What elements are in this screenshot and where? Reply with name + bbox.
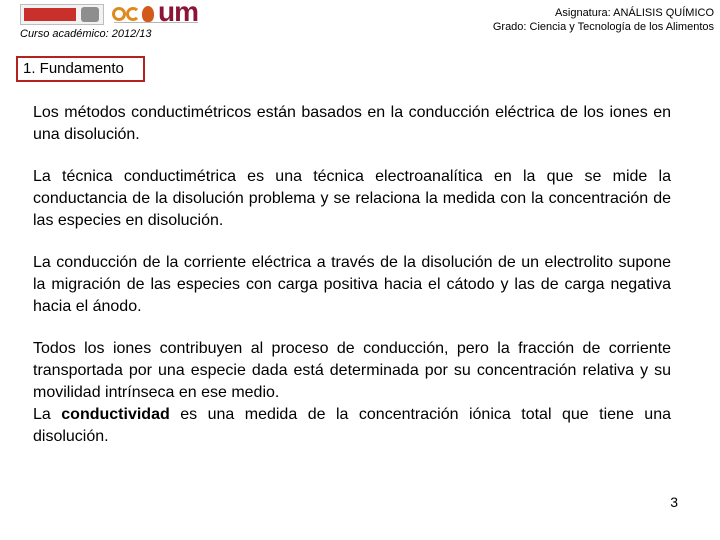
subject-info bbox=[493, 6, 714, 34]
subject-label: Asignatura: ANÁLISIS QUÍMICO bbox=[555, 7, 714, 19]
slide-body bbox=[33, 102, 671, 448]
ocu-letter-o-icon bbox=[112, 7, 126, 21]
paragraph-5 bbox=[33, 404, 671, 448]
paragraph-5-suffix: es una medida de la concentración iónica total que tiene una disolución. bbox=[33, 406, 672, 445]
um-logo: um bbox=[158, 0, 198, 27]
um-logo-underline bbox=[114, 22, 198, 26]
conductividad-term: conductividad bbox=[61, 406, 170, 423]
paragraph-5-prefix: La bbox=[33, 406, 62, 423]
paragraph-2: La técnica conductimétrica es una técnica electroanalítica en la que se mide la conductancia de la disolución problema y se relaciona la medida con la concentración de las especies en disolución. bbox=[33, 168, 671, 229]
logo-red-bar bbox=[24, 8, 76, 21]
paragraph-4: Todos los iones contribuyen al proceso de conducción, pero la fracción de corriente transportada por una especie dada está determinada por su concentración relativa y su movilidad intrínseca en ese medio. bbox=[33, 340, 671, 401]
ocu-letter-c-icon bbox=[126, 7, 140, 21]
crest-icon bbox=[81, 7, 99, 22]
paragraph-1: Los métodos conductimétricos están basados en la conducción eléctrica de los iones en una disolución. bbox=[33, 104, 671, 143]
course-year: Curso académico: 2012/13 bbox=[20, 28, 152, 40]
flame-icon bbox=[142, 6, 154, 22]
degree-label: Grado: Ciencia y Tecnología de los Alimentos bbox=[492, 21, 714, 33]
government-seal-logo bbox=[20, 4, 104, 25]
paragraph-3: La conducción de la corriente eléctrica a través de la disolución de un electrolito supone la migración de las especies con carga positiva hacia el cátodo y las de carga negativa hacia el ánodo. bbox=[33, 254, 671, 315]
page-number: 3 bbox=[670, 494, 678, 510]
section-title: 1. Fundamento bbox=[16, 56, 145, 82]
